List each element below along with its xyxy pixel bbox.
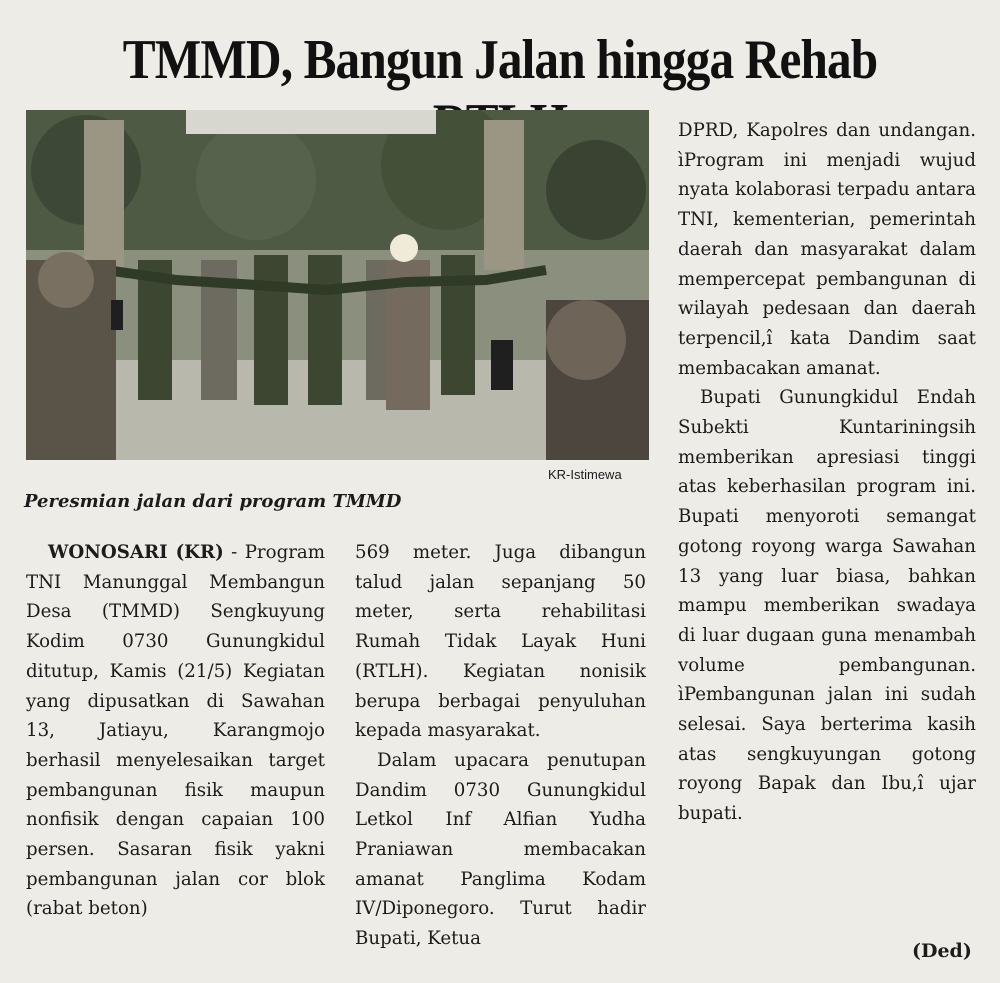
dateline: WONOSARI (KR) — [48, 542, 224, 563]
paragraph — [26, 538, 325, 924]
ribbon-cutting-photo — [26, 110, 649, 460]
news-photo — [26, 110, 649, 460]
body-text: - Program TNI Manunggal Membangun Desa (TMMD) Sengkuyung Kodim 0730 Gunungkidul ditutup, Kamis (21/5) Kegiatan yang dipusatkan di Sawahan 13, Jatiayu, Karangmojo berhasil menyelesaikan target pembangunan fisik maupun nonfisik dengan capaian 100 persen. Sasaran fisik yakni pembangunan jalan cor blok (rabat beton) — [26, 542, 326, 920]
headline: TMMD, Bangun Jalan hingga Rehab — [122, 29, 878, 91]
photo-credit: KR-Istimewa — [548, 467, 622, 482]
paragraph: 569 meter. Juga dibangun talud jalan sepanjang 50 meter, serta rehabilitasi Rumah Tidak Layak Huni (RTLH). Kegiatan nonisik berupa berbagai penyuluhan kepada masyarakat. — [355, 542, 646, 742]
article-column-2 — [355, 538, 646, 954]
paragraph: Dalam upacara penutupan Dandim 0730 Gunungkidul Letkol Inf Alfian Yudha Praniawan membacakan amanat Panglima Kodam IV/Diponegoro. Turut hadir Bupati, Ketua — [355, 749, 646, 950]
article-column-1 — [26, 538, 325, 924]
photo-caption: Peresmian jalan dari program TMMD — [24, 491, 402, 512]
byline: (Ded) — [912, 940, 972, 962]
paragraph: Bupati Gunungkidul Endah Subekti Kuntariningsih memberikan apresiasi tinggi atas keberhasilan program ini. Bupati menyoroti semangat gotong royong warga Sawahan 13 yang luar biasa, bahkan mampu memberikan swadaya di luar dugaan guna menambah volume pembangunan. ìPembangunan jalan ini sudah selesai. Saya berterima kasih atas sengkuyungan gotong royong Bapak dan Ibu,î ujar bupati. — [678, 387, 976, 825]
paragraph: DPRD, Kapolres dan undangan. ìProgram ini menjadi wujud nyata kolaborasi terpadu antara TNI, kementerian, pemerintah daerah dan masyarakat dalam mempercepat pembangunan di wilayah pedesaan dan daerah terpencil,î kata Dandim saat membacakan amanat. — [678, 120, 976, 379]
article-column-3 — [678, 116, 976, 829]
